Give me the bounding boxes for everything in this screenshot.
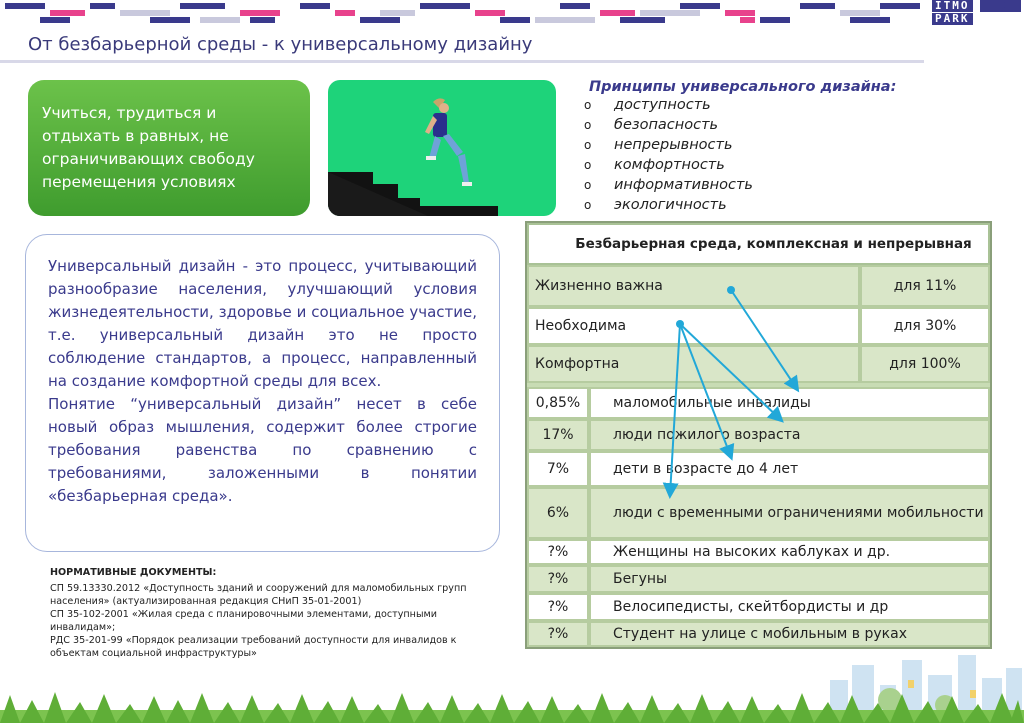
table-row: 17% люди пожилого возраста: [527, 419, 990, 451]
logo-high: HIGH: [980, 0, 1021, 12]
table-row: ?% Студент на улице с мобильным в руках: [527, 621, 990, 647]
bullet-icon: o: [584, 198, 592, 212]
principle-item: o безопасность: [584, 117, 719, 133]
definition-paragraph-1: Универсальный дизайн - это процесс, учитывающий разнообразие населения, улучшающий условия жизнедеятельности, здоровье и социальное участие, т.е. универсальный дизайн это не просто соблюдение стандартов, а процесс, направленный на создание комфортной среды для всех.: [48, 257, 477, 390]
principles-list: [584, 79, 944, 215]
runner-illustration: [328, 80, 556, 216]
definition-box: [25, 234, 500, 552]
normative-heading: НОРМАТИВНЫЕ ДОКУМЕНТЫ:: [50, 567, 217, 578]
motto-box: Учиться, трудиться и отдыхать в равных, не ограничивающих свободу перемещения условиях: [28, 80, 310, 216]
principle-item: o комфортность: [584, 157, 725, 173]
table-header: Безбарьерная среда, комплексная и непрерывная: [527, 223, 990, 265]
decorative-top-strip: [0, 0, 930, 28]
principle-item: o непрерывность: [584, 137, 733, 153]
table-row: ?% Велосипедисты, скейтбордисты и др: [527, 593, 990, 621]
normative-doc: СП 35-102-2001 «Жилая среда с планировочными элементами, доступными инвалидам»;: [50, 609, 437, 633]
grass-decoration: [0, 690, 1024, 723]
page-title: От безбарьерной среды - к универсальному дизайну: [28, 34, 533, 55]
bullet-icon: o: [584, 178, 592, 192]
definition-paragraph-2: Понятие “универсальный дизайн” несет в себе новый образ мышления, содержит более строгие требования равенства по сравнению с требованиями, заложенными в понятии «безбарьерная среда».: [48, 395, 477, 505]
bullet-icon: o: [584, 138, 592, 152]
principle-item: o доступность: [584, 97, 711, 113]
table-row: ?% Бегуны: [527, 565, 990, 593]
table-row: ?% Женщины на высоких каблуках и др.: [527, 539, 990, 565]
table-row: 7% дети в возрасте до 4 лет: [527, 451, 990, 487]
table-header-row: [527, 223, 990, 265]
bullet-icon: o: [584, 98, 592, 112]
runner-icon: [328, 80, 556, 216]
bullet-icon: o: [584, 118, 592, 132]
principle-item: o информативность: [584, 177, 753, 193]
table-row: Жизненно важна для 11%: [527, 265, 990, 307]
table-row: 0,85% маломобильные инвалиды: [527, 387, 990, 419]
barrier-free-table: [525, 221, 992, 649]
normative-doc: СП 59.13330.2012 «Доступность зданий и сооружений для маломобильных групп населения» (актуализированная редакция СНиП 35-01-2001): [50, 583, 467, 607]
table-row: 6% люди с временными ограничениями мобильности: [527, 487, 990, 539]
title-divider: [0, 60, 924, 63]
principles-heading: Принципы универсального дизайна:: [589, 79, 897, 95]
bullet-icon: o: [584, 158, 592, 172]
table-row: Необходима для 30%: [527, 307, 990, 345]
normative-doc: РДС 35-201-99 «Порядок реализации требований доступности для инвалидов к объектам социальной инфраструктуры»: [50, 635, 457, 659]
itmo-highpark-logo: ITMO HIGH PARK: [930, 0, 1024, 26]
principle-item: o экологичность: [584, 197, 727, 213]
normative-documents: [50, 566, 490, 660]
table-row: Комфортна для 100%: [527, 345, 990, 383]
